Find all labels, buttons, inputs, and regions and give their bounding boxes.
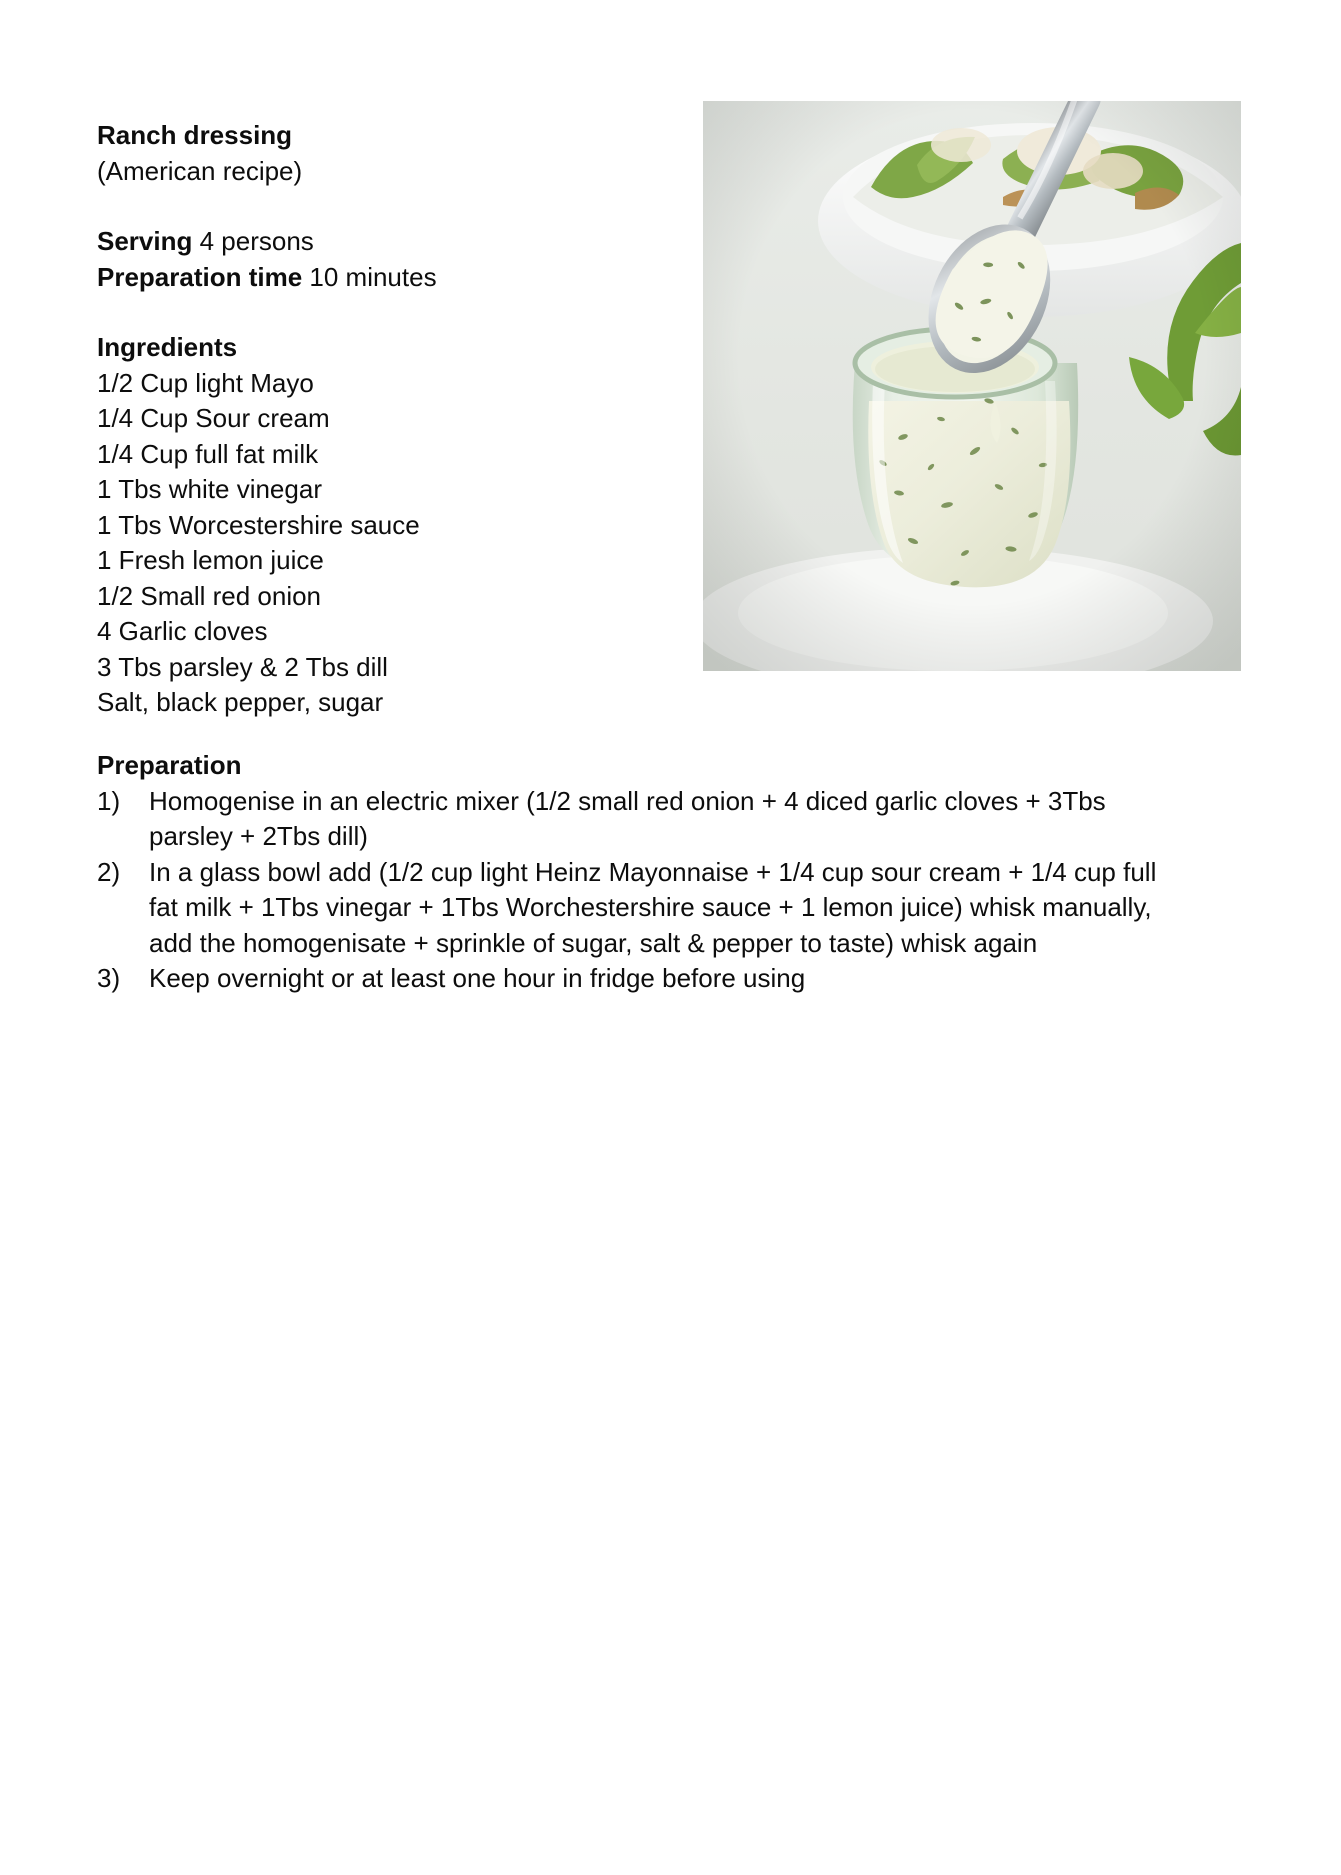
step-text: In a glass bowl add (1/2 cup light Heinz Mayonnaise + 1/4 cup sour cream + 1/4 cup full fat milk + 1Tbs vinegar + 1Tbs Worchestershire sauce + 1 lemon juice) whisk manually, add the homogenisate + sprinkle of sugar, salt & pepper to taste) whisk again bbox=[149, 856, 1157, 958]
serving-line bbox=[97, 224, 697, 260]
preparation-block bbox=[97, 748, 1189, 997]
list-item: 1/2 Cup light Mayo bbox=[97, 367, 314, 398]
serving-value: 4 persons bbox=[192, 226, 314, 256]
list-item bbox=[97, 784, 1189, 855]
list-item: 1 Tbs Worcestershire sauce bbox=[97, 509, 420, 540]
step-number: 2) bbox=[97, 856, 121, 887]
list-item: 1/4 Cup full fat milk bbox=[97, 438, 319, 469]
preparation-steps-list bbox=[97, 784, 1189, 997]
preparation-heading: Preparation bbox=[97, 750, 242, 780]
list-item: 1 Tbs white vinegar bbox=[97, 474, 322, 504]
serving-label: Serving bbox=[97, 226, 193, 256]
list-item: 4 Garlic cloves bbox=[97, 616, 268, 646]
preparation-time-label: Preparation time bbox=[97, 261, 303, 292]
list-item bbox=[97, 855, 1189, 962]
spacer bbox=[97, 189, 697, 224]
list-item: 3 Tbs parsley & 2 Tbs dill bbox=[97, 651, 388, 682]
step-text: Keep overnight or at least one hour in fridge before using bbox=[149, 963, 806, 993]
list-item: Salt, black pepper, sugar bbox=[97, 687, 384, 717]
step-number: 1) bbox=[97, 785, 121, 816]
step-number: 3) bbox=[97, 963, 121, 993]
list-item: 1/4 Cup Sour cream bbox=[97, 403, 330, 433]
recipe-photo-illustration bbox=[703, 101, 1241, 671]
preparation-time-value: 10 minutes bbox=[302, 261, 437, 292]
page-title: Ranch dressing bbox=[97, 120, 293, 150]
ingredients-heading: Ingredients bbox=[97, 332, 238, 362]
spacer bbox=[97, 295, 697, 330]
list-item bbox=[97, 961, 1189, 997]
recipe-header-block bbox=[97, 118, 697, 721]
recipe-subtitle: (American recipe) bbox=[97, 155, 303, 186]
recipe-photo bbox=[703, 101, 1241, 671]
list-item: 1 Fresh lemon juice bbox=[97, 545, 324, 575]
preparation-time-line bbox=[97, 260, 697, 296]
step-text: Homogenise in an electric mixer (1/2 small red onion + 4 diced garlic cloves + 3Tbs parsley + 2Tbs dill) bbox=[149, 785, 1106, 851]
list-item: 1/2 Small red onion bbox=[97, 580, 322, 611]
